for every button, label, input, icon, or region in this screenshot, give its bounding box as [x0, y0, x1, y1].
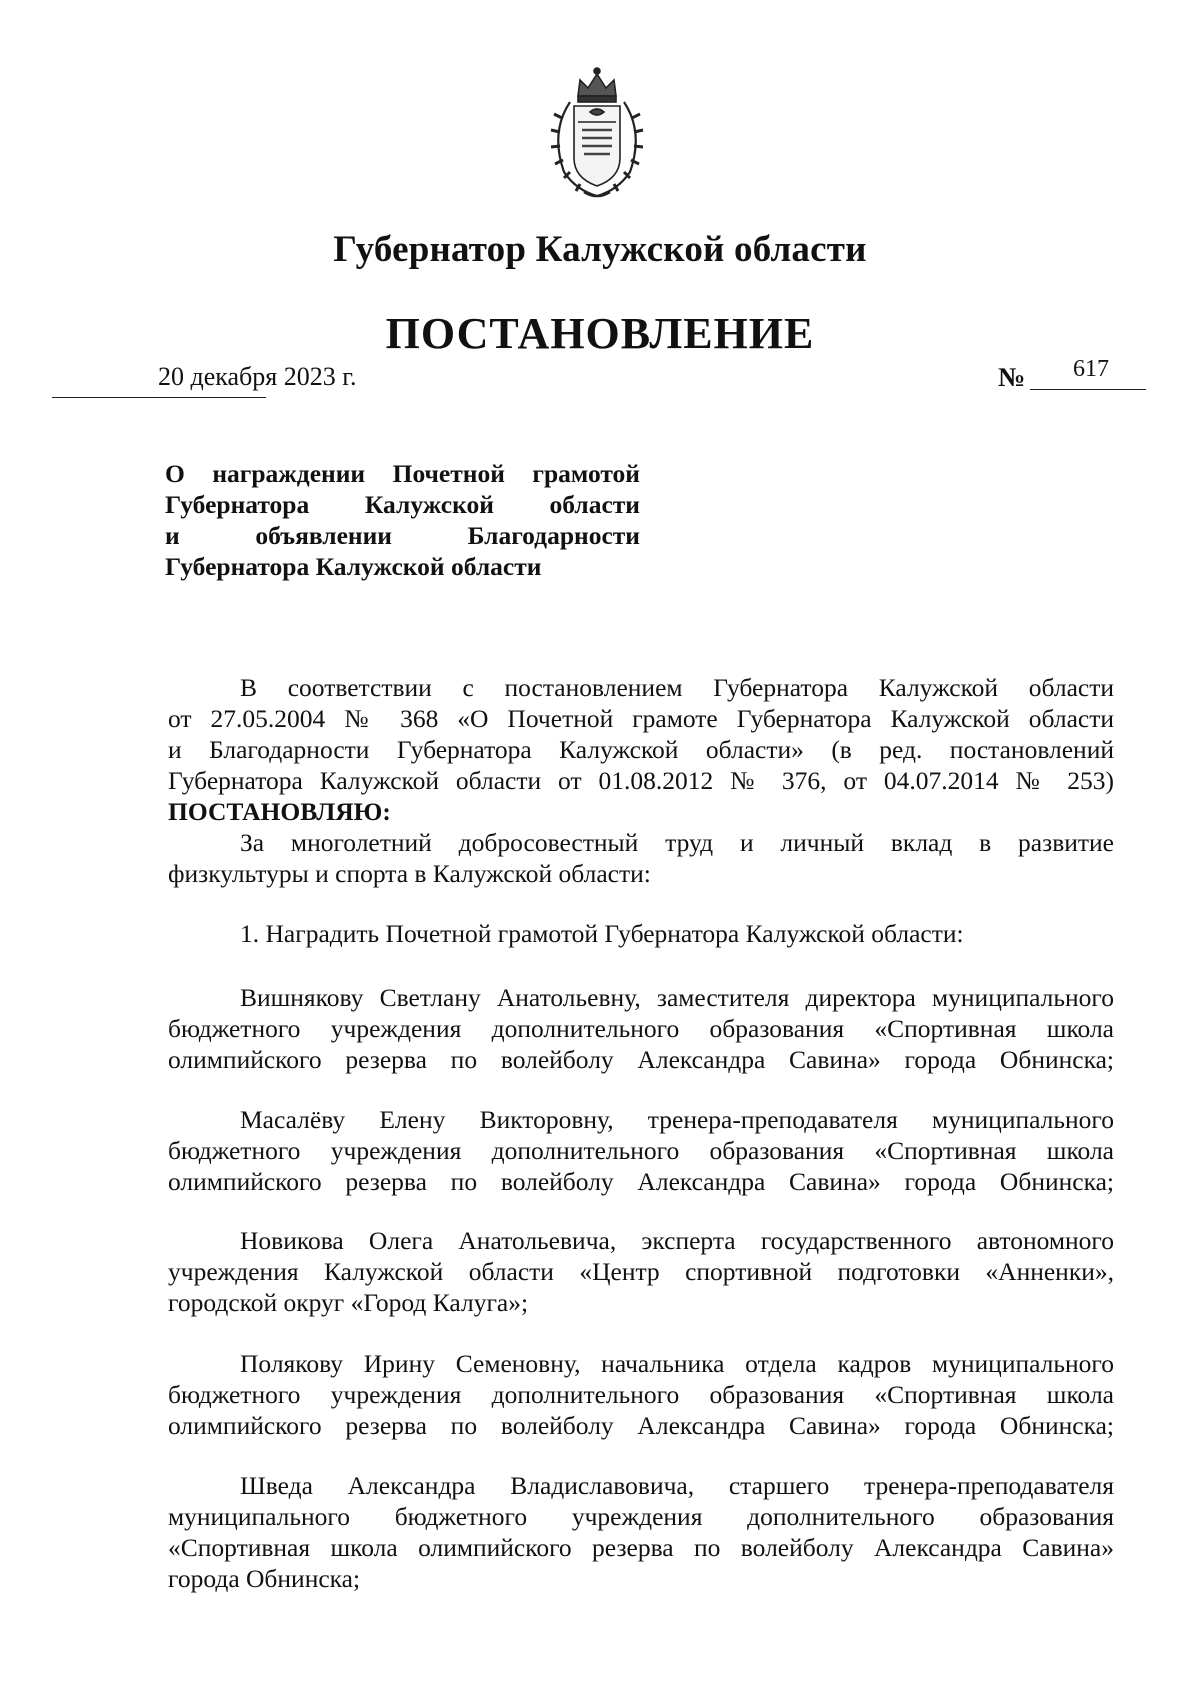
subject-line: Губернатора Калужской области	[165, 490, 640, 519]
item-1-text: 1. Наградить Почетной грамотой Губернатора Калужской области:	[240, 919, 964, 948]
awardee-line: бюджетного учреждения дополнительного образования «Спортивная школа	[168, 1136, 1114, 1165]
awardee-paragraph	[168, 1225, 1114, 1318]
subject-line: Губернатора Калужской области	[165, 552, 542, 581]
awardee-line: города Обнинска;	[168, 1564, 361, 1593]
number-underline	[1030, 389, 1146, 390]
awardee-line: Шведа Александра Владиславовича, старшего тренера-преподавателя	[240, 1471, 1114, 1500]
document-type: ПОСТАНОВЛЕНИЕ	[385, 309, 815, 358]
decree-word: ПОСТАНОВЛЯЮ:	[168, 797, 391, 826]
awardee-paragraph	[168, 1104, 1114, 1197]
awardee-line: Новикова Олега Анатольевича, эксперта государственного автономного	[240, 1226, 1114, 1255]
awardee-paragraph	[168, 1470, 1114, 1594]
document-number: 617	[1073, 356, 1109, 382]
reason-paragraph	[168, 827, 1114, 889]
preamble-line: и Благодарности Губернатора Калужской области» (в ред. постановлений	[168, 735, 1114, 764]
awardee-line: олимпийского резерва по волейболу Александра Савина» города Обнинска;	[168, 1411, 1114, 1440]
reason-line: За многолетний добросовестный труд и личный вклад в развитие	[240, 828, 1114, 857]
date-underline	[52, 397, 266, 398]
awardee-line: муниципального бюджетного учреждения дополнительного образования	[168, 1502, 1114, 1531]
subject-line: и объявлении Благодарности	[165, 521, 640, 550]
issuing-authority: Губернатор Калужской области	[333, 229, 867, 270]
item-1-paragraph	[168, 918, 1114, 949]
awardee-line: Вишнякову Светлану Анатольевну, заместителя директора муниципального	[240, 983, 1114, 1012]
reason-line: физкультуры и спорта в Калужской области:	[168, 859, 651, 888]
awardee-line: олимпийского резерва по волейболу Александра Савина» города Обнинска;	[168, 1045, 1114, 1074]
subject-line: О награждении Почетной грамотой	[165, 459, 640, 488]
number-label: №	[998, 362, 1026, 392]
awardee-line: учреждения Калужской области «Центр спортивной подготовки «Анненки»,	[168, 1257, 1114, 1286]
awardee-paragraph	[168, 982, 1114, 1075]
preamble-line: Губернатора Калужской области от 01.08.2012 № 376, от 04.07.2014 № 253)	[168, 766, 1114, 795]
awardee-line: «Спортивная школа олимпийского резерва по волейболу Александра Савина»	[168, 1533, 1114, 1562]
awardee-line: бюджетного учреждения дополнительного образования «Спортивная школа	[168, 1380, 1114, 1409]
preamble-line: от 27.05.2004 № 368 «О Почетной грамоте Губернатора Калужской области	[168, 704, 1114, 733]
kaluga-coat-of-arms-icon	[540, 62, 654, 202]
document-subject	[165, 458, 640, 582]
document-date: 20 декабря 2023 г.	[158, 362, 357, 391]
awardee-line: городской округ «Город Калуга»;	[168, 1288, 529, 1317]
coat-of-arms-emblem	[540, 62, 654, 202]
preamble-line: В соответствии с постановлением Губернатора Калужской области	[240, 673, 1114, 702]
awardee-paragraph	[168, 1348, 1114, 1441]
awardee-line: Масалёву Елену Викторовну, тренера-преподавателя муниципального	[240, 1105, 1114, 1134]
awardee-line: бюджетного учреждения дополнительного образования «Спортивная школа	[168, 1014, 1114, 1043]
preamble-paragraph	[168, 672, 1114, 827]
awardee-line: олимпийского резерва по волейболу Александра Савина» города Обнинска;	[168, 1167, 1114, 1196]
awardee-line: Полякову Ирину Семеновну, начальника отдела кадров муниципального	[240, 1349, 1114, 1378]
